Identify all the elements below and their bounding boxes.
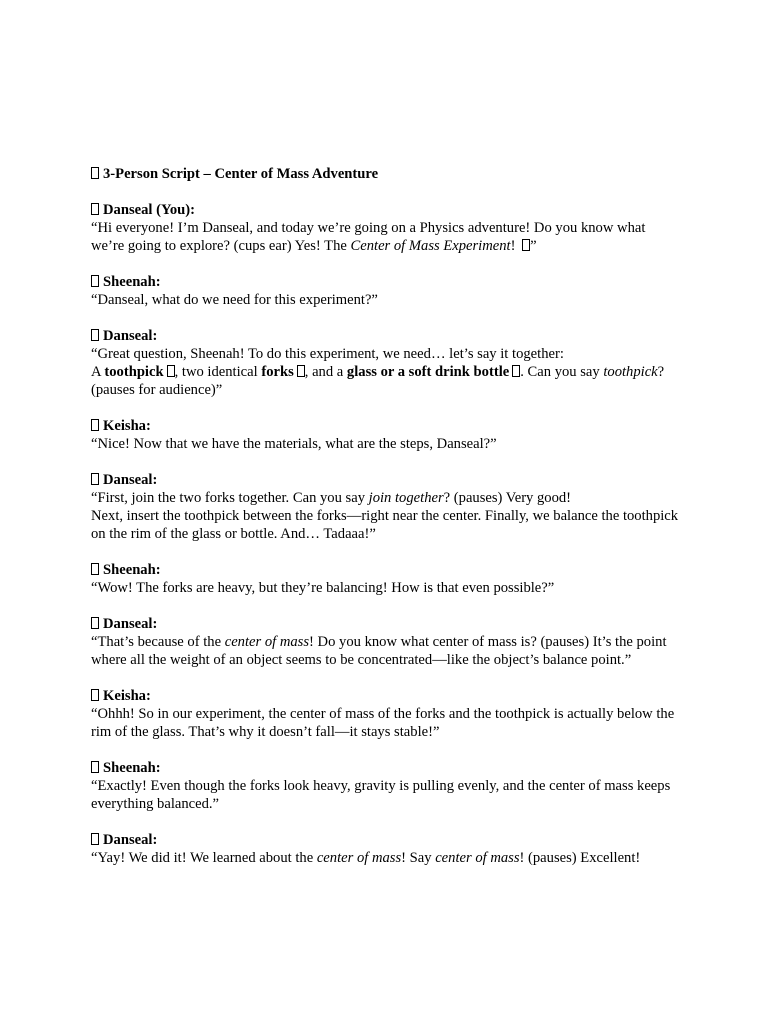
text-run: “First, join the two forks together. Can you say xyxy=(91,490,369,506)
text-run: ? (pauses) Very good! xyxy=(443,490,572,506)
speaker-name: Danseal: xyxy=(103,832,158,848)
missing-emoji-icon xyxy=(91,833,99,845)
text-run: A xyxy=(91,364,105,380)
missing-emoji-icon xyxy=(91,167,99,179)
dialogue-text xyxy=(91,489,681,507)
text-run: ! xyxy=(510,238,520,254)
dialogue-block xyxy=(91,417,681,453)
italic-text: join together xyxy=(368,490,444,506)
italic-text: center of mass xyxy=(316,850,402,866)
speaker-name: Danseal (You): xyxy=(103,202,196,218)
speaker-name: Keisha: xyxy=(103,418,151,434)
text-run: “That’s because of the xyxy=(91,634,225,650)
text-run: , and a xyxy=(304,364,347,380)
speaker-name: Keisha: xyxy=(103,688,151,704)
text-run: ? (pauses for audience)” xyxy=(91,364,665,398)
speaker-line xyxy=(91,561,681,579)
speaker-name: Sheenah: xyxy=(103,562,161,578)
missing-emoji-icon xyxy=(91,275,99,287)
text-run: Next, insert the toothpick between the forks—right near the center. Finally, we balance the toothpick on the rim of the glass or bottle. And… Tadaaa!” xyxy=(91,508,679,542)
text-run: ” xyxy=(530,238,537,254)
speaker-line xyxy=(91,201,681,219)
dialogue-block xyxy=(91,759,681,813)
script-title-text: 3-Person Script – Center of Mass Adventure xyxy=(103,166,379,182)
speaker-name: Danseal: xyxy=(103,328,158,344)
speaker-line xyxy=(91,759,681,777)
italic-text: center of mass xyxy=(224,634,310,650)
dialogue-block xyxy=(91,201,681,255)
missing-emoji-icon xyxy=(91,419,99,431)
text-run: “Yay! We did it! We learned about the xyxy=(91,850,317,866)
italic-text: center of mass xyxy=(435,850,520,866)
speaker-name: Danseal: xyxy=(103,472,158,488)
italic-text: Center of Mass Experiment xyxy=(350,238,511,254)
speaker-line xyxy=(91,471,681,489)
dialogue-text xyxy=(91,633,681,669)
dialogue-block xyxy=(91,471,681,543)
script-title xyxy=(91,165,681,183)
dialogue-text xyxy=(91,507,681,543)
text-run: ! Do you know what center of mass is? (pauses) It’s the point where all the weight of an object seems to be concentrated—like the object’s balance point.” xyxy=(91,634,667,668)
text-run: “Wow! The forks are heavy, but they’re balancing! How is that even possible?” xyxy=(91,580,555,596)
italic-text: toothpick xyxy=(603,364,658,380)
dialogue-text xyxy=(91,219,681,255)
dialogue-block xyxy=(91,831,681,867)
dialogue-text xyxy=(91,705,681,741)
missing-emoji-icon xyxy=(91,473,99,485)
text-run: ! (pauses) Excellent! xyxy=(519,850,641,866)
text-run: “Danseal, what do we need for this experiment?” xyxy=(91,292,378,308)
speaker-name: Sheenah: xyxy=(103,274,161,290)
dialogue-block xyxy=(91,273,681,309)
text-run: “Exactly! Even though the forks look heavy, gravity is pulling evenly, and the center of mass keeps everything balanced.” xyxy=(91,778,671,812)
speaker-line xyxy=(91,327,681,345)
missing-emoji-icon xyxy=(91,617,99,629)
text-run: ! Say xyxy=(401,850,436,866)
bold-text: glass or a soft drink bottle xyxy=(346,364,510,380)
missing-emoji-icon xyxy=(297,365,305,377)
dialogue-block xyxy=(91,327,681,399)
speaker-line xyxy=(91,831,681,849)
dialogue-block xyxy=(91,687,681,741)
speaker-name: Sheenah: xyxy=(103,760,161,776)
speaker-line xyxy=(91,687,681,705)
script-document xyxy=(91,165,681,885)
text-run: “Great question, Sheenah! To do this experiment, we need… let’s say it together: xyxy=(91,346,564,362)
dialogue-text xyxy=(91,579,681,597)
speaker-line xyxy=(91,417,681,435)
text-run: “Ohhh! So in our experiment, the center of mass of the forks and the toothpick is actually below the rim of the glass. That’s why it doesn’t fall—it stays stable!” xyxy=(91,706,675,740)
text-run: “Nice! Now that we have the materials, what are the steps, Danseal?” xyxy=(91,436,497,452)
speaker-line xyxy=(91,273,681,291)
dialogue-text xyxy=(91,849,681,867)
missing-emoji-icon xyxy=(91,761,99,773)
missing-emoji-icon xyxy=(91,329,99,341)
dialogue-text xyxy=(91,777,681,813)
missing-emoji-icon xyxy=(167,365,175,377)
text-run: . Can you say xyxy=(520,364,604,380)
missing-emoji-icon xyxy=(91,563,99,575)
missing-emoji-icon xyxy=(91,203,99,215)
bold-text: toothpick xyxy=(104,364,164,380)
missing-emoji-icon xyxy=(91,689,99,701)
dialogue-block xyxy=(91,561,681,597)
text-run: “Hi everyone! I’m Danseal, and today we’re going on a Physics adventure! Do you know what we’re going to explore? (cups ear) Yes! The xyxy=(91,220,646,254)
dialogue-text xyxy=(91,291,681,309)
text-run: , two identical xyxy=(174,364,262,380)
dialogue-text xyxy=(91,345,681,363)
bold-text: forks xyxy=(261,364,294,380)
missing-emoji-icon xyxy=(522,239,530,251)
dialogue-list xyxy=(91,201,681,867)
dialogue-text xyxy=(91,435,681,453)
speaker-name: Danseal: xyxy=(103,616,158,632)
speaker-line xyxy=(91,615,681,633)
dialogue-block xyxy=(91,615,681,669)
dialogue-text xyxy=(91,363,681,399)
